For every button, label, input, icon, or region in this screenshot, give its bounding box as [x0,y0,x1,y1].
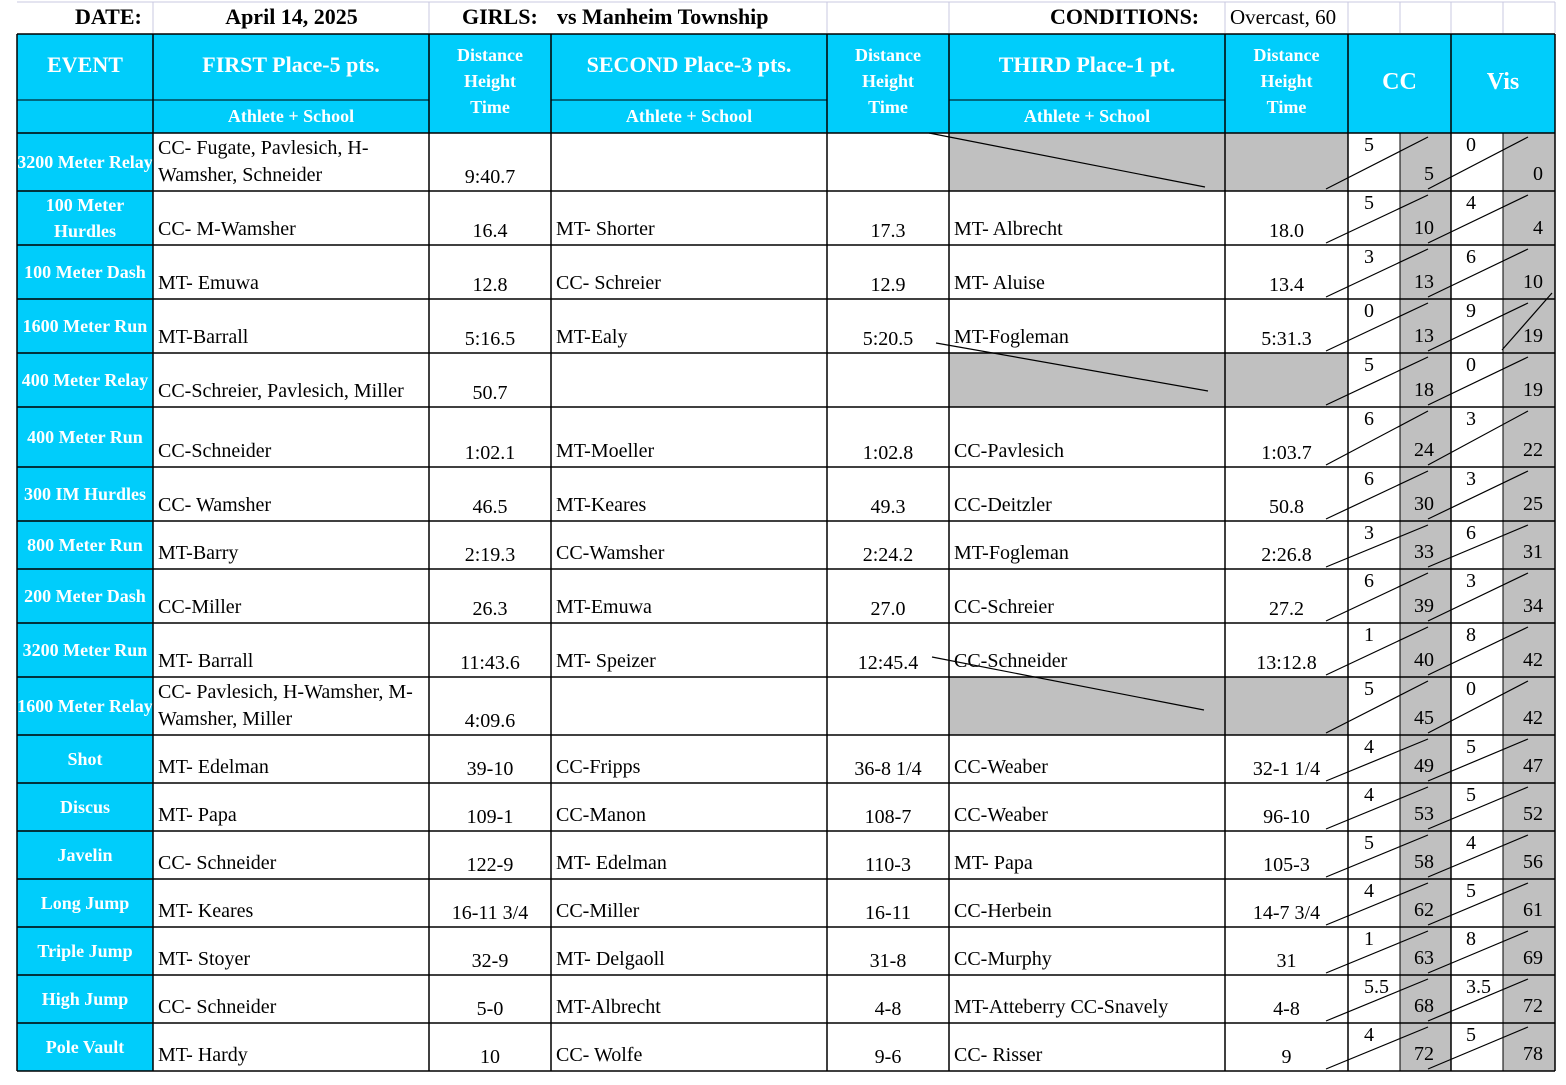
cc-score-diagonal [1326,681,1428,733]
second-place-mark: 2:24.2 [862,544,914,566]
first-place-mark: 5-0 [476,998,504,1020]
first-place-mark: 11:43.6 [460,652,520,674]
second-place-mark: 110-3 [865,854,911,876]
vis-score-diagonal [1428,249,1528,297]
first-place-athlete: MT-Barry [158,542,239,564]
first-place-athlete: MT- Papa [158,804,237,826]
second-place-athlete: CC- Wolfe [556,1044,643,1066]
strike-line [932,657,1204,710]
second-place-athlete: CC-Miller [556,900,640,922]
second-place-mark: 9-6 [874,1046,902,1068]
vis-event-points: 3.5 [1466,976,1491,998]
cc-event-points: 4 [1364,784,1374,806]
first-place-mark: 9:40.7 [464,166,516,188]
conditions-value: Overcast, 60 [1230,5,1337,29]
cc-score-diagonal [1326,627,1428,675]
vis-event-points: 6 [1466,246,1476,268]
event-name: Triple Jump [17,927,153,975]
third-place-athlete: MT-Fogleman [954,326,1069,348]
vis-running-total: 34 [1523,595,1543,617]
second-place-mark: 12:45.4 [857,652,919,674]
vis-score-diagonal [1428,411,1528,465]
first-place-athlete: CC- Fugate, Pavlesich, H-Wamsher, Schneider [158,137,369,186]
cc-running-total: 40 [1414,649,1434,671]
vis-running-total: 56 [1523,851,1543,873]
mark-line-height: Height [464,71,516,91]
cc-event-points: 5.5 [1364,976,1389,998]
cc-running-total: 30 [1414,493,1434,515]
first-place-athlete: MT- Keares [158,900,254,922]
second-place-athlete: MT-Keares [556,494,647,516]
vis-running-total: 4 [1533,217,1543,239]
cc-score-diagonal [1326,883,1428,925]
first-place-mark: 109-1 [466,806,514,828]
event-name: 1600 Meter Run [17,299,153,353]
third-place-mark: 13:12.8 [1256,652,1317,674]
mark-line-time: Time [470,97,510,117]
first-place-athlete: MT- Hardy [158,1044,248,1066]
cc-event-points: 6 [1364,408,1374,430]
second-place-mark: 36-8 1/4 [854,758,922,780]
vis-event-points: 3 [1466,570,1476,592]
second-place-mark: 1:02.8 [862,442,914,464]
cc-score-diagonal [1326,411,1428,465]
cc-score-diagonal [1326,787,1428,829]
third-place-mark: 50.8 [1269,496,1304,518]
cc-score-diagonal [1326,525,1428,567]
second-place-athlete: CC-Fripps [556,756,641,778]
second-place-athlete: MT-Moeller [556,440,655,462]
vis-score-diagonal [1428,627,1528,675]
vis-running-total: 78 [1523,1043,1543,1065]
third-place-athlete: CC-Schreier [954,596,1054,618]
cc-event-points: 6 [1364,570,1374,592]
third-place-mark: 31 [1276,950,1297,972]
vis-running-total: 69 [1523,947,1543,969]
cc-running-total: 33 [1414,541,1434,563]
third-place-athlete: CC-Weaber [954,756,1048,778]
vis-score-diagonal [1428,1027,1528,1069]
cc-score-diagonal [1326,835,1428,877]
second-place-mark: 27.0 [870,598,906,620]
vis-score-diagonal [1428,835,1528,877]
vis-event-points: 0 [1466,678,1476,700]
team2-score-header: Vis [1451,34,1555,133]
third-header-text: THIRD Place-1 pt. [998,52,1176,77]
cc-running-total: 49 [1414,755,1434,777]
third-place-athlete: CC-Murphy [954,948,1052,970]
cc-event-points: 5 [1364,678,1374,700]
first-place-athlete: CC-Schreier, Pavlesich, Miller [158,380,404,402]
event-name: 100 Meter Dash [17,245,153,299]
cc-event-points: 4 [1364,880,1374,902]
third-place-athlete: MT-Atteberry CC-Snavely [954,996,1169,1018]
first-place-athlete: CC- Pavlesich, H-Wamsher, M-Wamsher, Miller [158,681,413,730]
first-athlete-subheader: Athlete + School [153,100,429,133]
strike-line [936,343,1208,391]
third-athlete-subheader: Athlete + School [949,100,1225,133]
mark-line-time: Time [1266,97,1307,117]
first-header-text: FIRST Place-5 pts. [202,52,380,77]
vis-running-total: 19 [1523,379,1543,401]
cc-running-total: 63 [1414,947,1434,969]
third-place-mark: 27.2 [1269,598,1304,620]
cc-score-diagonal [1326,739,1428,781]
cc-event-points: 3 [1364,522,1374,544]
second-header-text: SECOND Place-3 pts. [586,52,792,77]
second-athlete-subheader: Athlete + School [551,100,827,133]
cc-score-diagonal [1326,195,1428,243]
team1-score-header: CC [1348,34,1451,133]
first-place-mark: 2:19.3 [464,544,516,566]
vis-event-points: 9 [1466,300,1476,322]
vis-event-points: 3 [1466,468,1476,490]
cc-event-points: 1 [1364,928,1374,950]
first-place-mark: 122-9 [466,854,514,876]
cc-event-points: 5 [1364,192,1374,214]
third-place-athlete: CC-Herbein [954,900,1052,922]
second-place-mark: 12.9 [870,274,906,296]
cc-event-points: 5 [1364,832,1374,854]
cc-running-total: 53 [1414,803,1434,825]
girls-label: GIRLS: [462,4,538,29]
first-place-mark: 5:16.5 [464,328,516,350]
third-place-athlete: CC- Risser [954,1044,1043,1066]
mark-line-distance: Distance [855,45,921,65]
event-name: 800 Meter Run [17,521,153,569]
third-place-mark: 1:03.7 [1261,442,1312,464]
third-place-mark: 9 [1281,1046,1292,1068]
event-name: Shot [17,735,153,783]
cc-event-points: 3 [1364,246,1374,268]
cc-score-diagonal [1326,1027,1428,1069]
first-place-mark: 4:09.6 [464,710,516,732]
third-place-mark: 14-7 3/4 [1252,902,1321,924]
first-place-mark: 12.8 [472,274,508,296]
first-place-mark: 26.3 [472,598,508,620]
vis-score-diagonal [1428,471,1528,519]
third-place-athlete: MT-Fogleman [954,542,1069,564]
second-place-athlete: MT- Delgaoll [556,948,665,970]
third-place-mark: 2:26.8 [1261,544,1312,566]
first-place-mark: 1:02.1 [464,442,516,464]
second-place-mark: 4-8 [874,998,902,1020]
vis-event-points: 0 [1466,354,1476,376]
second-place-mark: 17.3 [870,220,906,242]
event-header-text: EVENT [47,52,123,77]
mark-line-height: Height [1260,71,1313,91]
vis-event-points: 6 [1466,522,1476,544]
cc-event-points: 5 [1364,354,1374,376]
vis-score-diagonal [1428,979,1528,1021]
third-place-mark: 13.4 [1269,274,1304,296]
vis-running-total: 0 [1533,163,1543,185]
second-place-athlete: MT-Emuwa [556,596,652,618]
second-place-athlete: MT-Albrecht [556,996,661,1018]
vis-score-diagonal [1428,357,1528,405]
vis-event-points: 5 [1466,736,1476,758]
cc-running-total: 39 [1414,595,1434,617]
event-name: 3200 Meter Run [17,623,153,677]
cc-running-total: 45 [1414,707,1434,729]
event-name: 300 IM Hurdles [17,467,153,521]
third-place-mark: 18.0 [1269,220,1304,242]
vis-running-total: 42 [1523,649,1543,671]
vis-score-diagonal [1428,137,1528,189]
cc-event-points: 4 [1364,1024,1374,1046]
vis-event-points: 8 [1466,624,1476,646]
vis-score-diagonal [1428,681,1528,733]
vis-event-points: 5 [1466,784,1476,806]
first-place-athlete: CC- Schneider [158,852,277,874]
vis-event-points: 8 [1466,928,1476,950]
date-label: DATE: [75,4,142,29]
vis-running-total: 42 [1523,707,1543,729]
date-value: April 14, 2025 [225,4,358,29]
second-place-mark: 5:20.5 [862,328,914,350]
vis-event-points: 3 [1466,408,1476,430]
strike-line [929,133,1205,187]
cc-running-total: 13 [1414,325,1434,347]
second-place-athlete: CC-Wamsher [556,542,665,564]
third-place-athlete: MT- Albrecht [954,218,1063,240]
vis-event-points: 4 [1466,832,1476,854]
vis-running-total: 31 [1523,541,1543,563]
cc-running-total: 18 [1414,379,1434,401]
third-place-athlete: CC-Weaber [954,804,1048,826]
cc-score-diagonal [1326,573,1428,621]
cc-running-total: 72 [1414,1043,1434,1065]
first-place-mark: 50.7 [472,382,508,404]
first-place-athlete: CC- Schneider [158,996,277,1018]
first-place-athlete: CC-Miller [158,596,242,618]
cc-score-diagonal [1326,931,1428,973]
third-place-mark: 5:31.3 [1261,328,1312,350]
vis-score-diagonal [1428,195,1528,243]
vis-running-total: 61 [1523,899,1543,921]
cc-running-total: 24 [1414,439,1434,461]
event-name: Long Jump [17,879,153,927]
vis-running-total: 72 [1523,995,1543,1017]
event-name: 100 Meter Hurdles [17,191,153,245]
second-place-athlete: MT- Speizer [556,650,656,672]
event-name: Pole Vault [17,1023,153,1071]
second-place-mark: 31-8 [869,950,907,972]
vis-score-diagonal [1428,525,1528,567]
first-place-athlete: CC- Wamsher [158,494,272,516]
event-name: 200 Meter Dash [17,569,153,623]
third-place-athlete: CC-Schneider [954,650,1068,672]
third-place-mark: 32-1 1/4 [1252,758,1321,780]
event-name: 400 Meter Relay [17,353,153,407]
vis-running-total: 19 [1523,325,1543,347]
vis-score-diagonal [1428,573,1528,621]
cc-score-diagonal [1326,979,1428,1021]
vis-score-diagonal [1428,739,1528,781]
third-place-mark: 4-8 [1273,998,1300,1020]
opponent-name: vs Manheim Township [557,4,769,29]
cc-running-total: 68 [1414,995,1434,1017]
cc-score-diagonal [1326,137,1428,189]
event-name: 3200 Meter Relay [17,133,153,191]
cc-event-points: 4 [1364,736,1374,758]
mark-line-height: Height [862,71,914,91]
third-place-athlete: MT- Papa [954,852,1033,874]
mark-line-distance: Distance [1253,45,1320,65]
first-place-mark: 32-9 [471,950,509,972]
event-name: 1600 Meter Relay [17,677,153,735]
vis-running-total: 22 [1523,439,1543,461]
cc-running-total: 10 [1414,217,1434,239]
first-place-mark: 46.5 [472,496,508,518]
vis-score-diagonal [1428,787,1528,829]
vis-running-total: 47 [1523,755,1543,777]
cc-event-points: 1 [1364,624,1374,646]
second-place-athlete: CC-Manon [556,804,646,826]
vis-event-points: 5 [1466,880,1476,902]
third-place-mark: 96-10 [1263,806,1310,828]
second-place-athlete: MT-Ealy [556,326,628,348]
first-place-athlete: MT- Barrall [158,650,254,672]
third-place-mark: 105-3 [1263,854,1310,876]
vis-score-diagonal [1428,883,1528,925]
cc-score-diagonal [1326,471,1428,519]
vis-score-diagonal [1502,293,1552,350]
cc-score-diagonal [1326,357,1428,405]
mark-line-distance: Distance [457,45,523,65]
cc-score-diagonal [1326,303,1428,351]
second-place-athlete: MT- Edelman [556,852,667,874]
cc-running-total: 62 [1414,899,1434,921]
third-place-athlete: CC-Deitzler [954,494,1052,516]
cc-event-points: 6 [1364,468,1374,490]
first-place-mark: 10 [480,1046,500,1068]
event-name: Javelin [17,831,153,879]
vis-score-diagonal [1428,303,1528,351]
third-place-athlete: MT- Aluise [954,272,1045,294]
event-name: Discus [17,783,153,831]
event-name: 400 Meter Run [17,407,153,467]
cc-running-total: 13 [1414,271,1434,293]
vis-event-points: 4 [1466,192,1476,214]
mark-line-time: Time [868,97,908,117]
first-place-mark: 16-11 3/4 [451,902,529,924]
event-name: High Jump [17,975,153,1023]
second-place-mark: 108-7 [864,806,912,828]
second-place-mark: 49.3 [870,496,906,518]
vis-running-total: 52 [1523,803,1543,825]
vis-running-total: 25 [1523,493,1543,515]
first-place-athlete: MT-Barrall [158,326,249,348]
first-place-mark: 39-10 [466,758,514,780]
first-place-mark: 16.4 [472,220,508,242]
first-place-athlete: MT- Stoyer [158,948,251,970]
third-place-athlete: CC-Pavlesich [954,440,1064,462]
cc-score-diagonal [1326,249,1428,297]
first-place-athlete: CC- M-Wamsher [158,218,296,240]
first-place-athlete: MT- Emuwa [158,272,259,294]
vis-running-total: 10 [1523,271,1543,293]
conditions-label: CONDITIONS: [1050,4,1200,29]
vis-event-points: 0 [1466,134,1476,156]
cc-running-total: 5 [1424,163,1434,185]
second-place-athlete: MT- Shorter [556,218,655,240]
first-place-athlete: CC-Schneider [158,440,272,462]
vis-event-points: 5 [1466,1024,1476,1046]
first-place-athlete: MT- Edelman [158,756,269,778]
cc-event-points: 0 [1364,300,1374,322]
cc-event-points: 5 [1364,134,1374,156]
second-place-athlete: CC- Schreier [556,272,661,294]
cc-running-total: 58 [1414,851,1434,873]
second-place-mark: 16-11 [865,902,911,924]
vis-score-diagonal [1428,931,1528,973]
